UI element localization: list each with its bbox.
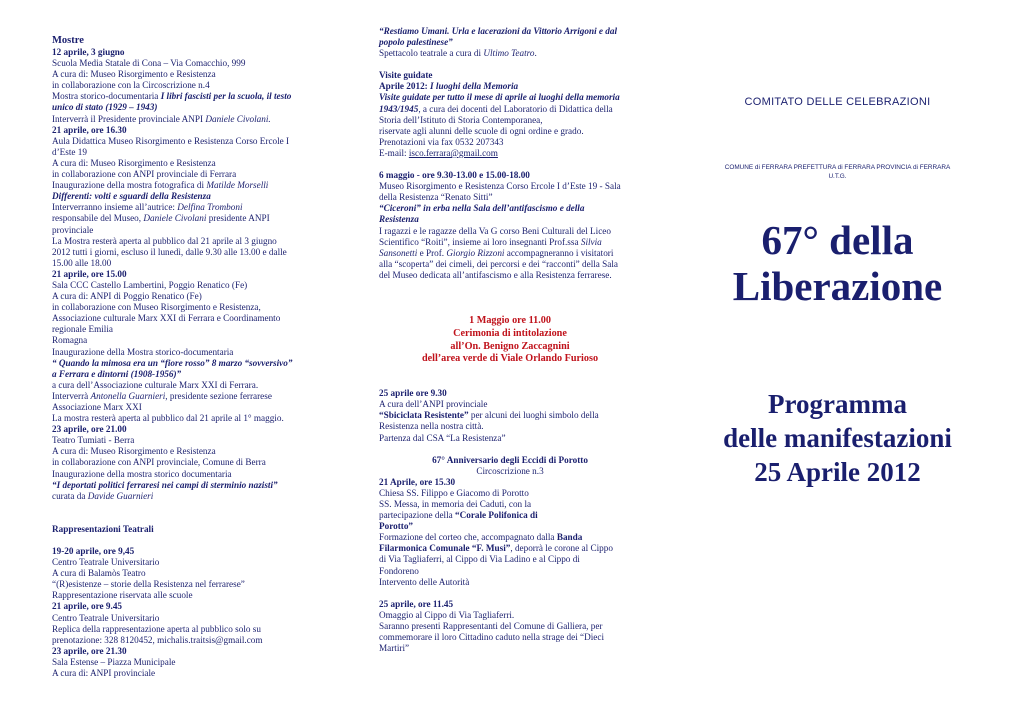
text-line: A cura di: Museo Risorgimento e Resistenza xyxy=(52,446,216,457)
text-line: d’Este 19 xyxy=(52,146,87,157)
event-date: 25 aprile, ore 11.45 xyxy=(379,598,454,609)
text-line: Prenotazioni via fax 0532 207343 xyxy=(379,136,504,147)
text-line: Scuola Media Statale di Cona – Via Comacchio, 999 xyxy=(52,58,246,69)
text-line: 1943/1945, a cura dei docenti del Laboratorio di Didattica della xyxy=(379,103,613,114)
text-line: Differenti: volti e sguardi della Resistenza xyxy=(52,191,211,202)
main-title-line1: 67° della xyxy=(761,217,914,263)
text-line: Saranno presenti Rappresentanti del Comune di Galliera, per xyxy=(379,620,603,631)
text-line: La Mostra resterà aperta al pubblico dal 21 aprile al 3 giugno xyxy=(52,235,277,246)
entities-utg: U.T.G. xyxy=(828,172,847,180)
event-date: 23 aprile, ore 21.30 xyxy=(52,645,127,656)
text-line: Sala Estense – Piazza Municipale xyxy=(52,656,176,667)
event-date: 21 Aprile, ore 15.30 xyxy=(379,476,456,487)
text-line: Porotto” xyxy=(379,521,414,532)
text-line: Teatro Tumiati - Berra xyxy=(52,435,135,446)
may-day-ceremony: 1 Maggio ore 11.00 Cerimonia di intitolazione all’On. Benigno Zaccagnini dell’area verde di Viale Orlando Furioso xyxy=(421,314,599,365)
text-line: Associazione Marx XXI xyxy=(52,402,142,412)
text-line: Martiri” xyxy=(379,643,410,654)
text-line: regionale Emilia xyxy=(52,324,113,335)
text-line: Formazione del corteo che, accompagnato dalla Banda xyxy=(379,532,583,543)
text-line: A cura di: ANPI provinciale xyxy=(52,667,156,678)
event-date: 21 aprile, ore 16.30 xyxy=(52,124,127,135)
text-line: A cura di Balamòs Teatro xyxy=(52,568,146,579)
text-line: di Via Tagliaferri, al Cippo di Via Ladino e al Cippo di xyxy=(379,554,580,565)
text-line: “ Quando la mimosa era un “fiore rosso” 8 marzo “sovversivo” xyxy=(52,357,293,368)
event-date: 21 aprile, ore 15.00 xyxy=(52,268,127,279)
text-line: Aprile 2012: I luoghi della Memoria xyxy=(379,81,519,92)
main-title-line2: Liberazione xyxy=(732,263,943,309)
left-column xyxy=(52,34,314,679)
middle-column xyxy=(379,26,641,654)
entities-names: COMUNE di FERRARA PREFETTURA di FERRARA PROVINCIA di FERRARA xyxy=(724,164,951,171)
text-line: “Ciceroni” in erba nella Sala dell’antifascismo e della xyxy=(379,203,585,214)
text-line: Romagna xyxy=(52,335,88,346)
section-heading: Visite guidate xyxy=(379,70,433,81)
theatre-heading: Rappresentazioni Teatrali xyxy=(52,523,154,534)
event-date: 6 maggio - ore 9.30-13.00 e 15.00-18.00 xyxy=(379,170,530,181)
text-line: del Museo dedicata all’antifascismo e alla Resistenza ferrarese. xyxy=(379,269,612,280)
text-line: provinciale xyxy=(52,224,94,235)
text-line: in collaborazione con ANPI provinciale di Ferrara xyxy=(52,169,237,180)
event-date: 25 aprile ore 9.30 xyxy=(379,388,447,399)
text-line: Centro Teatrale Universitario xyxy=(52,557,160,568)
text-line: commemorare il loro Cittadino caduto nella strage dei “Dieci xyxy=(379,632,605,643)
event-date: 19-20 aprile, ore 9,45 xyxy=(52,545,135,556)
text-line: Fondoreno xyxy=(379,565,419,576)
text-line: “Sbiciclata Resistente” per alcuni dei luoghi simbolo della xyxy=(379,410,599,421)
text-line: A cura di: Museo Risorgimento e Resistenza xyxy=(52,69,216,80)
text-line: Chiesa SS. Filippo e Giacomo di Porotto xyxy=(379,487,529,498)
entities-line xyxy=(700,164,975,181)
text-line: in collaborazione con ANPI provinciale, Comune di Berra xyxy=(52,457,266,468)
text-line: Scientifico “Roiti”, insieme ai loro insegnanti Prof.ssa Silvia xyxy=(379,236,602,247)
text-line: Museo Risorgimento e Resistenza Corso Ercole I d’Este 19 - Sala xyxy=(379,181,621,192)
text-line: SS. Messa, in memoria dei Caduti, con la xyxy=(379,499,532,509)
program-title-line1: Programma xyxy=(768,389,907,419)
text-line: 2012 tutti i giorni, escluso il lunedì, dalle 9.30 alle 13.00 e dalle xyxy=(52,246,287,257)
program-date: 25 Aprile 2012 xyxy=(754,457,921,487)
program-title-line2: delle manifestazioni xyxy=(723,423,952,453)
text-line: “(R)esistenze – storie della Resistenza nel ferrarese” xyxy=(52,579,245,590)
text-line: Replica della rappresentazione aperta al pubblico solo su xyxy=(52,623,261,634)
text-line: riservate agli alunni delle scuole di ogni ordine e grado. xyxy=(379,125,584,136)
text-line: a Ferrara e dintorni (1908-1956)” xyxy=(52,368,182,379)
text-line: Inaugurazione della Mostra storico-documentaria xyxy=(52,346,234,357)
text-line: Omaggio al Cippo di Via Tagliaferri. xyxy=(379,609,515,620)
text-line: Sansonetti e Prof. Giorgio Rizzoni accompagneranno i visitatori xyxy=(379,247,614,258)
text-line: partecipazione della “Corale Polifonica di xyxy=(379,510,538,521)
text-line: La mostra resterà aperta al pubblico dal 21 aprile al 1° maggio. xyxy=(52,413,284,424)
text-line: Spettacolo teatrale a cura di Ultimo Teatro. xyxy=(379,48,537,59)
text-line: in collaborazione con la Circoscrizione n.4 xyxy=(52,80,210,91)
text-line: unico di stato (1929 – 1943) xyxy=(52,102,158,113)
text-line: a cura dell’Associazione culturale Marx XXI di Ferrara. xyxy=(52,379,259,390)
text-line: E-mail: isco.ferrara@gmail.com xyxy=(379,147,498,158)
text-line: Resistenza nella nostra città. xyxy=(379,421,484,432)
text-line: Storia dell’Istituto di Storia Contemporanea, xyxy=(379,114,543,125)
text-line: Resistenza xyxy=(379,214,419,225)
text-line: popolo palestinese” xyxy=(379,37,453,48)
text-line: prenotazione: 328 8120452, michalis.traitsis@gmail.com xyxy=(52,634,263,645)
text-line: Visite guidate per tutto il mese di aprile ai luoghi della memoria xyxy=(379,92,620,103)
text-line: Interverrà il Presidente provinciale ANPI Daniele Civolani. xyxy=(52,113,271,124)
text-line: Mostra storico-documentaria I libri fascisti per la scuola, il testo xyxy=(52,91,292,102)
text-line: Associazione culturale Marx XXI di Ferrara e Coordinamento xyxy=(52,313,281,324)
text-line: 15.00 alle 18.00 xyxy=(52,257,112,268)
text-line: in collaborazione con Museo Risorgimento e Resistenza, xyxy=(52,302,261,313)
text-line: Rappresentazione riservata alle scuole xyxy=(52,590,193,601)
text-line: Interverrà Antonella Guarnieri, presidente sezione ferrarese xyxy=(52,390,272,401)
text-line: “Restiamo Umani. Urla e lacerazioni da Vittorio Arrigoni e dal xyxy=(379,26,618,36)
text-line: A cura di: ANPI di Poggio Renatico (Fe) xyxy=(52,291,202,302)
text-line: Centro Teatrale Universitario xyxy=(52,612,160,623)
text-line: Inaugurazione della mostra fotografica di Matilde Morselli xyxy=(52,180,269,191)
event-date: 21 aprile, ore 9.45 xyxy=(52,601,123,612)
text-line: Partenza dal CSA “La Resistenza” xyxy=(379,432,506,443)
text-line: Inaugurazione della mostra storico documentaria xyxy=(52,468,232,479)
text-line: Circoscrizione n.3 xyxy=(476,465,544,476)
text-line: A cura dell’ANPI provinciale xyxy=(379,399,488,410)
text-line: I ragazzi e le ragazze della Va G corso Beni Culturali del Liceo xyxy=(379,225,611,236)
text-line: Aula Didattica Museo Risorgimento e Resistenza Corso Ercole I xyxy=(52,135,290,146)
mostre-heading: Mostre xyxy=(52,35,84,46)
committee-title: COMITATO DELLE CELEBRAZIONI xyxy=(744,96,931,108)
text-line: responsabile del Museo, Daniele Civolani presidente ANPI xyxy=(52,213,270,224)
text-line: “I deportati politici ferraresi nei campi di sterminio nazisti” xyxy=(52,479,278,490)
text-line: Sala CCC Castello Lambertini, Poggio Renatico (Fe) xyxy=(52,279,248,290)
text-line: curata da Davide Guarnieri xyxy=(52,490,154,501)
email-link[interactable]: isco.ferrara@gmail.com xyxy=(408,147,498,158)
text-line: della Resistenza “Renato Sitti” xyxy=(379,192,493,203)
event-date: 12 aprile, 3 giugno xyxy=(52,47,125,57)
text-line: alla “scoperta” dei cimeli, dei percorsi e dei “racconti” della Sala xyxy=(379,258,619,269)
text-line: Interverranno insieme all’autrice: Delfina Tromboni xyxy=(52,202,243,213)
text-line: Intervento delle Autorità xyxy=(379,576,470,587)
anniversary-heading: 67° Anniversario degli Eccidi di Porotto xyxy=(432,454,588,465)
text-line: Filarmonica Comunale “F. Musi”, deporrà le corone al Cippo xyxy=(379,543,613,554)
text-line: A cura di: Museo Risorgimento e Resistenza xyxy=(52,157,216,168)
event-date: 23 aprile, ore 21.00 xyxy=(52,424,127,435)
